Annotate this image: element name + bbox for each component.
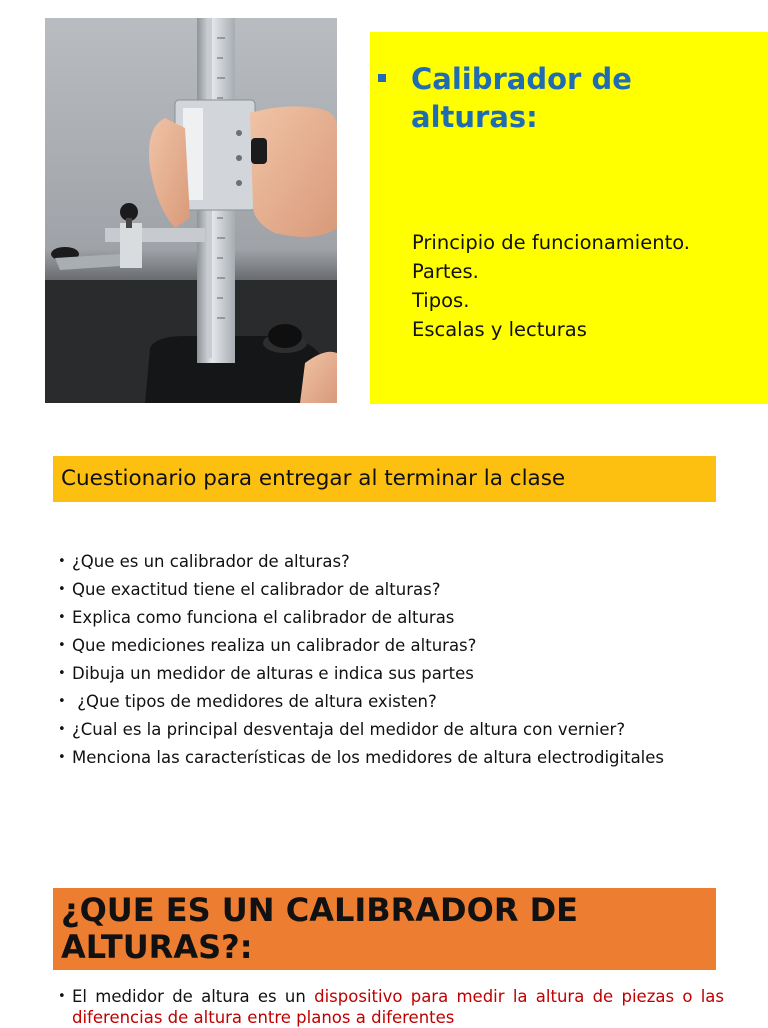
definition-highlight: dispositivo para medir la altura de piezas o las diferencias de altura entre planos a diferentes	[72, 987, 725, 1027]
quiz-banner-text: Cuestionario para entregar al terminar la clase	[61, 466, 566, 491]
question-text: Que exactitud tiene el calibrador de alturas?	[72, 580, 441, 599]
quiz-banner	[53, 456, 716, 502]
height-gauge-photo	[45, 18, 337, 403]
list-item	[58, 692, 698, 712]
list-item	[58, 748, 698, 768]
bullet-square-icon	[378, 74, 386, 82]
question-text: ¿Cual es la principal desventaja del medidor de altura con vernier?	[72, 720, 626, 739]
questions-list	[58, 552, 698, 776]
list-item	[58, 608, 698, 628]
bullet-icon: •	[58, 638, 66, 653]
question-text: ¿Que tipos de medidores de altura existen?	[72, 692, 437, 711]
question-text: Menciona las características de los medidores de altura electrodigitales	[72, 748, 665, 767]
bullet-icon: •	[58, 694, 66, 709]
topic-item: Tipos.	[412, 289, 470, 312]
bullet-icon: •	[58, 750, 66, 765]
bullet-icon: •	[58, 554, 66, 569]
title-panel	[370, 32, 768, 404]
question-text: Explica como funciona el calibrador de alturas	[72, 608, 455, 627]
bullet-icon: •	[58, 989, 66, 1004]
definition-paragraph	[58, 986, 724, 1028]
bullet-icon: •	[58, 722, 66, 737]
bullet-icon: •	[58, 610, 66, 625]
section-heading: ¿QUE ES UN CALIBRADOR DE ALTURAS?:	[61, 891, 579, 966]
list-item	[58, 552, 698, 572]
question-text: Dibuja un medidor de alturas e indica sus partes	[72, 664, 474, 683]
question-text: ¿Que es un calibrador de alturas?	[72, 552, 350, 571]
list-item	[58, 720, 698, 740]
section-heading-box	[53, 888, 716, 970]
definition-text: El medidor de altura es un	[72, 987, 315, 1006]
topic-item: Principio de funcionamiento.	[412, 231, 691, 254]
topic-item: Partes.	[412, 260, 479, 283]
bullet-icon: •	[58, 582, 66, 597]
list-item	[58, 664, 698, 684]
bullet-icon: •	[58, 666, 66, 681]
list-item	[58, 636, 698, 656]
list-item	[58, 580, 698, 600]
topic-item: Escalas y lecturas	[412, 318, 587, 341]
question-text: Que mediciones realiza un calibrador de alturas?	[72, 636, 477, 655]
topics-list	[412, 228, 690, 344]
slide-title: Calibrador de alturas:	[411, 62, 632, 134]
